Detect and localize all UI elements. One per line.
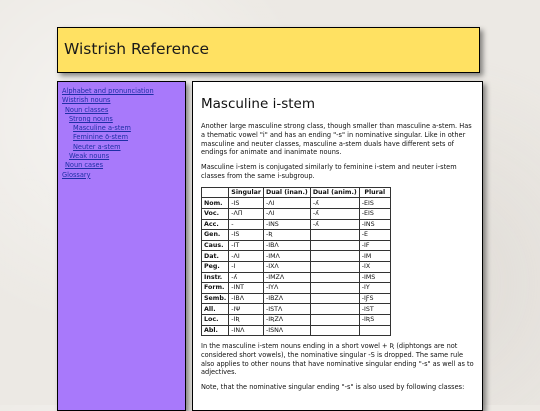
table-header-cell: Dual (inan.): [263, 187, 310, 198]
nav-link-alphabet[interactable]: Alphabet and pronunciation: [62, 87, 154, 95]
ending-cell: -IS: [229, 230, 264, 241]
ending-cell: -IX: [359, 261, 390, 272]
main-content: [192, 81, 483, 411]
ending-cell: -ʎ: [310, 208, 359, 219]
ending-cell: -ISTɅ: [263, 304, 310, 315]
ending-cell: -ʎ: [310, 219, 359, 230]
ending-cell: -ʎ: [229, 272, 264, 283]
ending-cell: -INɅ: [229, 325, 264, 336]
ending-cell: [310, 325, 359, 336]
ending-cell: [310, 261, 359, 272]
nav-link-feminine-o-stem[interactable]: Feminine ō-stem: [73, 133, 129, 142]
ending-cell: -E: [359, 230, 390, 241]
table-row: [202, 272, 391, 283]
site-header: [57, 27, 480, 73]
ending-cell: -ISNɅ: [263, 325, 310, 336]
ending-cell: [310, 304, 359, 315]
table-row: [202, 314, 391, 325]
ending-cell: -IMɅ: [263, 251, 310, 262]
ending-cell: -IƦS: [359, 314, 390, 325]
case-name-cell: Nom.: [202, 198, 229, 209]
table-row: [202, 208, 391, 219]
case-name-cell: Gen.: [202, 230, 229, 241]
nav-link-noun-classes[interactable]: Noun classes: [65, 105, 109, 114]
nav-link-glossary[interactable]: Glossary: [62, 170, 91, 179]
ending-cell: -IƦZɅ: [263, 314, 310, 325]
ending-cell: -EIS: [359, 198, 390, 209]
ending-cell: -INS: [359, 219, 390, 230]
ending-cell: -IY: [359, 283, 390, 294]
table-row: [202, 261, 391, 272]
ending-cell: [310, 240, 359, 251]
nav-link-noun-cases[interactable]: Noun cases: [65, 161, 104, 170]
case-name-cell: Semb.: [202, 293, 229, 304]
table-row: [202, 198, 391, 209]
ending-cell: -: [229, 219, 264, 230]
nav-link-neuter-a-stem[interactable]: Neuter a-stem: [73, 142, 121, 151]
ending-cell: -IƦ: [229, 314, 264, 325]
ending-cell: -ʎ: [310, 198, 359, 209]
ending-cell: -Ʀ: [263, 230, 310, 241]
short-vowel-note: In the masculine i-stem nouns ending in a short vowel + Ʀ (diphtongs are not considered short vowels), the nominative singular -S is dropped. The same rule also applies to other nouns that have nominative singular ending "-s" as well as to adjectives.: [201, 342, 474, 377]
case-name-cell: Acc.: [202, 219, 229, 230]
ending-cell: -IBZɅ: [263, 293, 310, 304]
table-row: [202, 251, 391, 262]
case-name-cell: Instr.: [202, 272, 229, 283]
ending-cell: -IF: [359, 240, 390, 251]
case-name-cell: Dat.: [202, 251, 229, 262]
ending-cell: -EIS: [359, 208, 390, 219]
nav-link-masculine-a-stem[interactable]: Masculine a-stem: [73, 124, 131, 133]
table-row: [202, 325, 391, 336]
ending-cell: -IMZɅ: [263, 272, 310, 283]
ending-cell: -INT: [229, 283, 264, 294]
ending-cell: -IYɅ: [263, 283, 310, 294]
ending-cell: [310, 251, 359, 262]
ending-cell: -INS: [263, 219, 310, 230]
case-name-cell: Caus.: [202, 240, 229, 251]
case-name-cell: Peg.: [202, 261, 229, 272]
ending-cell: -IT: [229, 240, 264, 251]
ending-cell: -ɅI: [263, 208, 310, 219]
ending-cell: -I: [229, 261, 264, 272]
table-body: [202, 198, 391, 336]
ending-cell: -IBɅ: [263, 240, 310, 251]
declension-table: [201, 187, 391, 336]
case-name-cell: Voc.: [202, 208, 229, 219]
ending-cell: -IST: [359, 304, 390, 315]
ending-cell: -ɅΠ: [229, 208, 264, 219]
sidebar: [57, 81, 186, 411]
table-row: [202, 283, 391, 294]
ending-cell: [310, 272, 359, 283]
case-name-cell: Loc.: [202, 314, 229, 325]
table-header-cell: Dual (anim.): [310, 187, 359, 198]
case-name-cell: Abl.: [202, 325, 229, 336]
ending-cell: -IΨ: [229, 304, 264, 315]
ending-cell: [359, 325, 390, 336]
ending-cell: -IMS: [359, 272, 390, 283]
table-row: [202, 293, 391, 304]
table-header-cell: Plural: [359, 187, 390, 198]
intro-paragraph: Another large masculine strong class, though smaller than masculine a-stem. Has a thematic vowel "i" and has an ending "-s" in nominative singular. Like in other masculine and neuter classes, masculine a-stem duals have different sets of endings for animate and inanimate nouns.: [201, 122, 472, 157]
nominative-note: Note, that the nominative singular ending "-s" is also used by following classes:: [201, 383, 465, 392]
ending-cell: [310, 314, 359, 325]
page-title: Masculine i-stem: [201, 96, 315, 112]
case-name-cell: Form.: [202, 283, 229, 294]
case-name-cell: All.: [202, 304, 229, 315]
ending-cell: -IS: [229, 198, 264, 209]
conjugation-paragraph: Masculine i-stem is conjugated similarly to feminine i-stem and neuter i-stem classes from the same i-subgroup.: [201, 163, 457, 180]
table-header-row: [202, 187, 391, 198]
table-row: [202, 219, 391, 230]
site-title: Wistrish Reference: [64, 40, 210, 58]
ending-cell: -IXɅ: [263, 261, 310, 272]
ending-cell: -ɅI: [229, 251, 264, 262]
ending-cell: [310, 283, 359, 294]
ending-cell: -IM: [359, 251, 390, 262]
ending-cell: -ɅI: [263, 198, 310, 209]
ending-cell: [310, 293, 359, 304]
ending-cell: [310, 230, 359, 241]
nav-link-strong-nouns[interactable]: Strong nouns: [69, 114, 113, 123]
nav-link-wistrish-nouns[interactable]: Wistrish nouns: [62, 96, 111, 105]
table-row: [202, 240, 391, 251]
ending-cell: -IƑS: [359, 293, 390, 304]
table-header-cell: [202, 187, 229, 198]
nav-link-weak-nouns[interactable]: Weak nouns: [69, 152, 110, 161]
table-row: [202, 304, 391, 315]
table-row: [202, 230, 391, 241]
nav-menu: [62, 87, 181, 180]
table-header-cell: Singular: [229, 187, 264, 198]
ending-cell: -IBɅ: [229, 293, 264, 304]
